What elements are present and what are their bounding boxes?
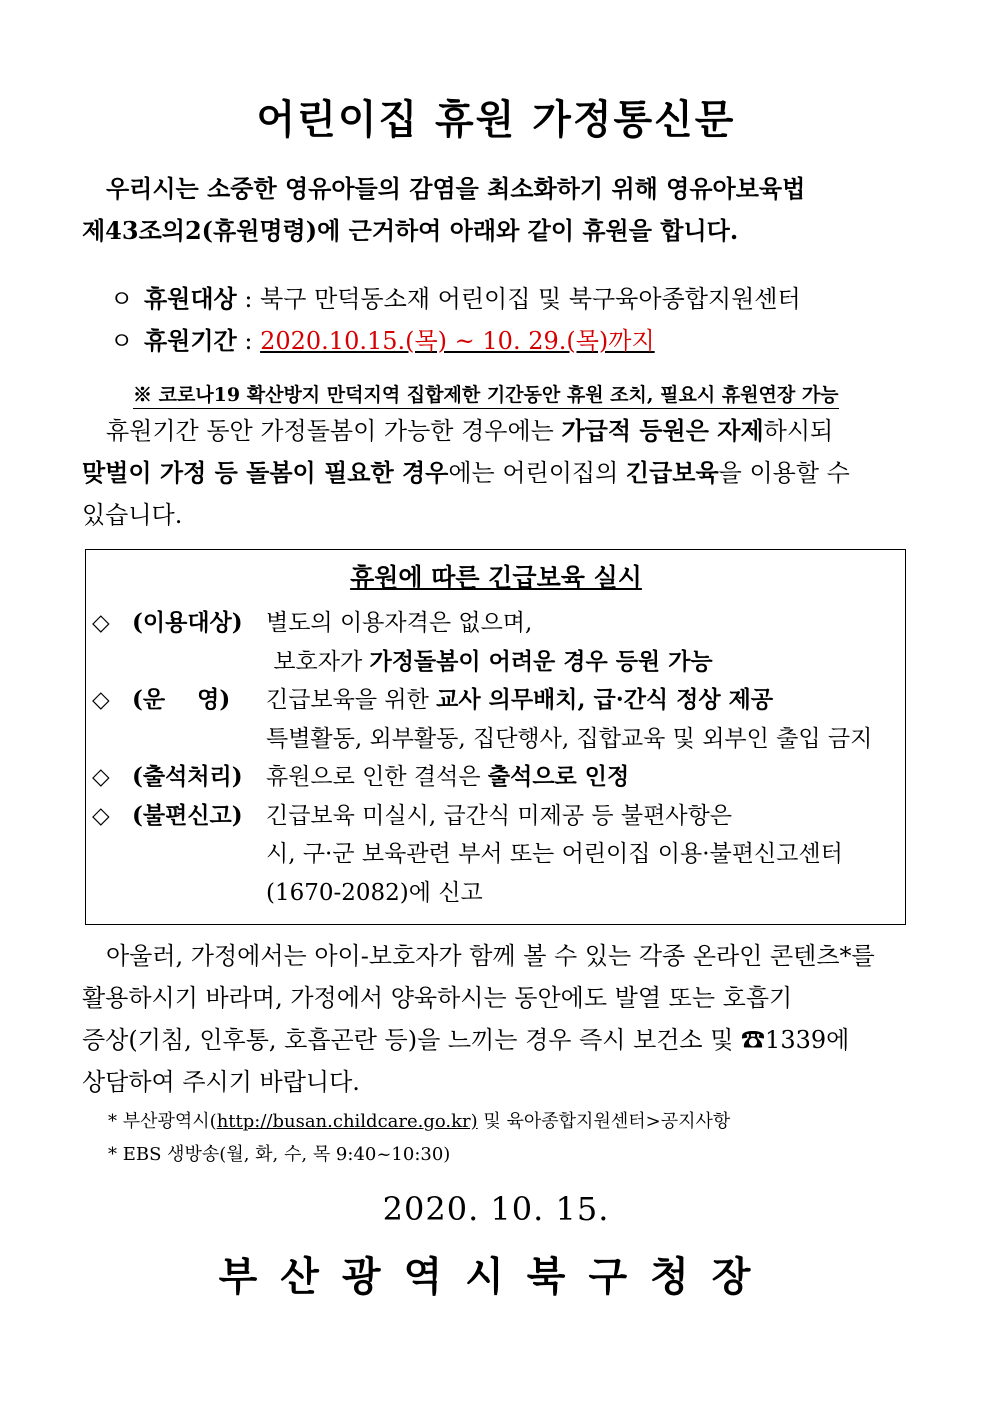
care-emphasis: 맞벌이 가정 등 돌봄이 필요한 경우 — [82, 458, 449, 487]
closing-line-1: 아울러, 가정에서는 아이-보호자가 함께 볼 수 있는 각종 온라인 콘텐츠*를 — [106, 942, 875, 970]
closing-line-3: 증상(기침, 인후통, 호흡곤란 등)을 느끼는 경우 즉시 보건소 및 ☎1339에 — [82, 1026, 850, 1054]
bullet-mark: ㅇ — [110, 327, 134, 355]
operation-item — [92, 681, 872, 720]
care-text: 휴원기간 동안 가정돌봄이 가능한 경우에는 — [106, 417, 562, 445]
attendance-label: (출석처리) — [132, 763, 243, 790]
care-line-1 — [82, 410, 912, 452]
intro-line-1: 우리시는 소중한 영유아들의 감염을 최소화하기 위해 영유아보육법 — [106, 174, 806, 203]
closure-period-value: 2020.10.15.(목) ~ 10. 29.(목)까지 — [260, 327, 655, 355]
emergency-care-title-text: 휴원에 따른 긴급보육 실시 — [350, 563, 642, 592]
diamond-icon: ◇ — [92, 764, 110, 790]
childcare-link[interactable]: http://busan.childcare.go.kr) — [216, 1111, 478, 1132]
footnotes — [108, 1105, 730, 1171]
separator: : — [236, 327, 261, 355]
care-text: 에는 어린이집의 — [448, 459, 626, 487]
complaint-phone: (1670-2082)에 신고 — [266, 879, 483, 906]
operation-continued: 특별활동, 외부활동, 집단행사, 집합교육 및 외부인 출입 금지 — [266, 725, 873, 752]
care-line-2 — [82, 452, 912, 494]
notice-date: 2020. 10. 15. — [382, 1190, 610, 1228]
footnote-text: 및 육아종합지원센터>공지사항 — [477, 1111, 731, 1132]
closure-details — [110, 278, 801, 362]
eligibility-text: 보호자가 — [273, 648, 370, 675]
issuer-signature: 부산광역시북구청장 — [218, 1253, 774, 1300]
attendance-emphasis: 출석으로 인정 — [487, 763, 630, 790]
closing-line-4: 상담하여 주시기 바랍니다. — [82, 1068, 360, 1096]
closing-line-2: 활용하시기 바라며, 가정에서 양육하시는 동안에도 발열 또는 호흡기 — [82, 984, 793, 1012]
footnote-2: * EBS 생방송(월, 화, 수, 목 9:40~10:30) — [108, 1144, 451, 1165]
care-emphasis: 긴급보육 — [625, 458, 719, 487]
closure-period-row — [110, 320, 801, 362]
eligibility-emphasis: 가정돌봄이 어려운 경우 등원 가능 — [369, 647, 713, 675]
attendance-text: 휴원으로 인한 결석은 — [266, 764, 488, 790]
eligibility-label: (이용대상) — [132, 609, 243, 636]
diamond-icon: ◇ — [92, 687, 110, 713]
operation-emphasis: 교사 의무배치, 급·간식 정상 제공 — [436, 686, 774, 713]
bullet-mark: ㅇ — [110, 285, 134, 313]
care-line-3: 있습니다. — [82, 501, 183, 529]
closure-target-row — [110, 278, 801, 320]
closure-period-label: 휴원기간 — [144, 326, 237, 355]
complaint-item — [92, 797, 872, 836]
covid-note: ※ 코로나19 확산방지 만덕지역 집합제한 기간동안 휴원 조치, 필요시 휴원연장 가능 — [133, 380, 839, 409]
separator: : — [236, 285, 261, 313]
emergency-care-list — [92, 604, 872, 912]
closure-target-label: 휴원대상 — [144, 284, 237, 313]
footnote-text: * 부산광역시( — [108, 1111, 217, 1132]
care-text: 하시되 — [763, 417, 834, 445]
complaint-text: 긴급보육 미실시, 급간식 미제공 등 불편사항은 — [266, 802, 733, 829]
care-text: 을 이용할 수 — [718, 459, 850, 487]
care-paragraph — [82, 410, 912, 536]
eligibility-continued — [92, 643, 872, 682]
closing-paragraph — [82, 935, 912, 1103]
operation-label: (운 영) — [132, 686, 231, 713]
complaint-continued: 시, 구·군 보육관련 부서 또는 어린이집 이용·불편신고센터 — [266, 841, 843, 867]
intro-line-2: 제43조의2(휴원명령)에 근거하여 아래와 같이 휴원을 합니다. — [82, 216, 739, 245]
eligibility-text: 별도의 이용자격은 없으며, — [266, 610, 533, 636]
intro-paragraph — [82, 168, 912, 252]
diamond-icon: ◇ — [92, 802, 110, 829]
complaint-label: (불편신고) — [132, 801, 243, 829]
closure-target-value: 북구 만덕동소재 어린이집 및 북구육아종합지원센터 — [260, 285, 801, 313]
diamond-icon: ◇ — [92, 610, 110, 636]
operation-text: 긴급보육을 위한 — [266, 687, 437, 713]
footnote-1 — [108, 1105, 730, 1138]
attendance-item — [92, 758, 872, 797]
care-emphasis: 가급적 등원은 자제 — [561, 416, 764, 445]
emergency-care-title — [0, 558, 992, 594]
page-title: 어린이집 휴원 가정통신문 — [256, 97, 736, 143]
eligibility-item — [92, 604, 872, 643]
